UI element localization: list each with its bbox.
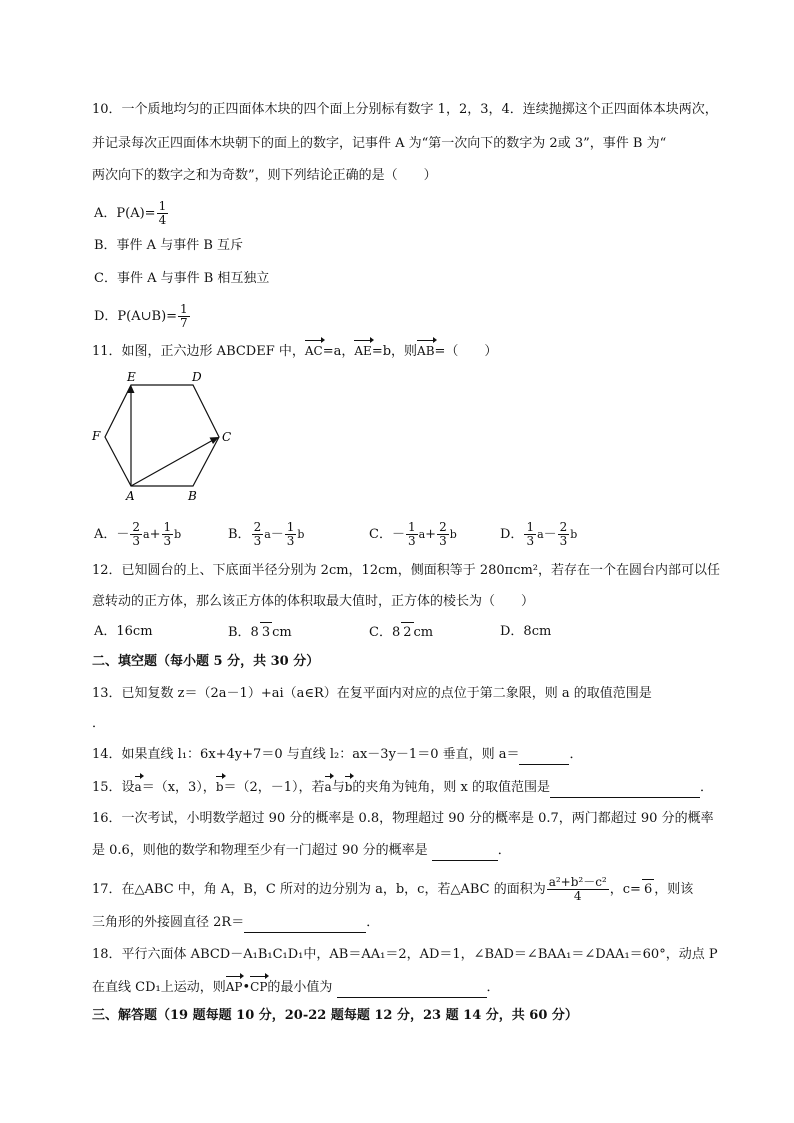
q10-option-b: B．事件 A 与事件 B 互斥 <box>94 238 244 253</box>
q10-line3: 两次向下的数字之和为奇数”，则下列结论正确的是（ ） <box>92 168 437 183</box>
q16-answer-blank[interactable] <box>432 846 498 861</box>
q17-answer-blank[interactable] <box>244 918 366 933</box>
q10-line1: 10．一个质地均匀的正四面体木块的四个面上分别标有数字 1，2，3，4．连续抛掷这个正四面体本块两次， <box>92 102 718 117</box>
q12-line1: 12．已知圆台的上、下底面半径分别为 2cm，12cm，侧面积等于 280πcm²，若存在一个在圆台内部可以任 <box>92 563 721 578</box>
vector-cp: CP <box>250 977 267 997</box>
q16-line2: 是 0.6，则他的数学和物理至少有一门超过 90 分的概率是 ． <box>92 841 511 861</box>
q18-line1: 18．平行六面体 ABCD－A₁B₁C₁D₁中，AB＝AA₁＝2，AD＝1，∠BAD＝∠BAA₁＝∠DAA₁＝60°，动点 P <box>92 947 718 962</box>
q11-stem: 11．如图，正六边形 ABCDEF 中，AC=a，AE=b，则AB=（ ） <box>92 341 497 362</box>
q11-option-d: D． $\frac{1}{3}$ a－ $\frac{2}{3}$ b <box>500 520 578 548</box>
q12-option-a: A．16cm <box>94 624 153 639</box>
q14-answer-blank[interactable] <box>519 750 569 765</box>
vector-a: a <box>135 777 142 797</box>
q13-line1: 13．已知复数 z＝（2a－1）+ai（a∈R）在复平面内对应的点位于第二象限，则 a 的取值范围是 <box>92 686 652 701</box>
q12-option-b: B．8 3 cm <box>228 622 292 643</box>
hexagon-shape <box>105 385 219 486</box>
q14-text: 14．如果直线 l₁：6x+4y+7＝0 与直线 l₂：ax－3y－1＝0 垂直，则 a＝ ． <box>92 745 583 765</box>
hex-label-a: A <box>126 489 135 503</box>
q10-option-c: C．事件 A 与事件 B 相互独立 <box>94 271 270 286</box>
q10-line2: 并记录每次正四面体木块朝下的面上的数字，记事件 A 为“第一次向下的数字为 2或 3”，事件 B 为“ <box>92 136 667 151</box>
hex-label-e: E <box>127 370 136 384</box>
vector-ac-arrow <box>131 440 214 487</box>
q11-option-a: A．－ $\frac{2}{3}$ a+ $\frac{1}{3}$ b <box>94 520 182 548</box>
hex-label-d: D <box>192 370 202 384</box>
vector-ap: AP <box>226 977 243 997</box>
hex-label-b: B <box>188 489 197 503</box>
q15-text: 15．设a＝（x，3），b＝（2，－1），若a与b的夹角为钝角，则 x 的取值范围是 ． <box>92 777 713 798</box>
q16-line1: 16．一次考试，小明数学超过 90 分的概率是 0.8，物理超过 90 分的概率是 0.7，两门都超过 90 分的概率 <box>92 811 714 826</box>
q17-line2: 三角形的外接圆直径 2R＝ ． <box>92 913 379 933</box>
q15-answer-blank[interactable] <box>550 783 700 798</box>
q10-option-a-text: A．P(A)= <box>94 206 156 221</box>
q11-option-c: C．－ $\frac{1}{3}$ a+ $\frac{2}{3}$ b <box>369 520 457 548</box>
section-2-heading: 二、填空题（每小题 5 分，共 30 分） <box>92 654 320 669</box>
q10-option-d-text: D．P(A∪B)= <box>94 309 178 324</box>
section-3-heading: 三、解答题（19 题每题 10 分，20-22 题每题 12 分，23 题 14 分，共 60 分） <box>92 1008 578 1023</box>
hex-label-f: F <box>92 429 101 443</box>
q13-line2: ． <box>92 716 106 731</box>
q18-answer-blank[interactable] <box>337 983 487 998</box>
hex-label-c: C <box>222 430 232 444</box>
q12-option-d: D．8cm <box>500 624 552 639</box>
q12-option-c: C．8 2 cm <box>369 622 433 643</box>
q10-option-a-fraction: $\frac{1}{4}$ <box>158 199 167 227</box>
q10-option-d-fraction: $\frac{1}{7}$ <box>180 302 188 330</box>
hexagon-figure <box>88 368 248 504</box>
q12-line2: 意转动的正方体，那么该正方体的体积取最大值时，正方体的棱长为（ ） <box>92 594 535 609</box>
q10-option-d <box>94 303 191 330</box>
q10-option-a <box>94 200 169 227</box>
q11-option-b: B． $\frac{2}{3}$ a－ $\frac{1}{3}$ b <box>228 520 305 548</box>
vector-b: b <box>216 777 224 797</box>
vector-ab: AB <box>417 341 434 361</box>
q18-line2: 在直线 CD₁上运动，则AP•CP的最小值为 ． <box>92 977 500 998</box>
vector-ae: AE <box>354 341 371 361</box>
vector-ac: AC <box>305 341 323 361</box>
q17-line1: 17．在△ABC 中，角 A，B，C 所对的边分别为 a，b，c，若△ABC 的面积为 $\frac{\text{a²+b²－c²}}{4}$ ，c= 6 ，则该 <box>92 875 694 903</box>
